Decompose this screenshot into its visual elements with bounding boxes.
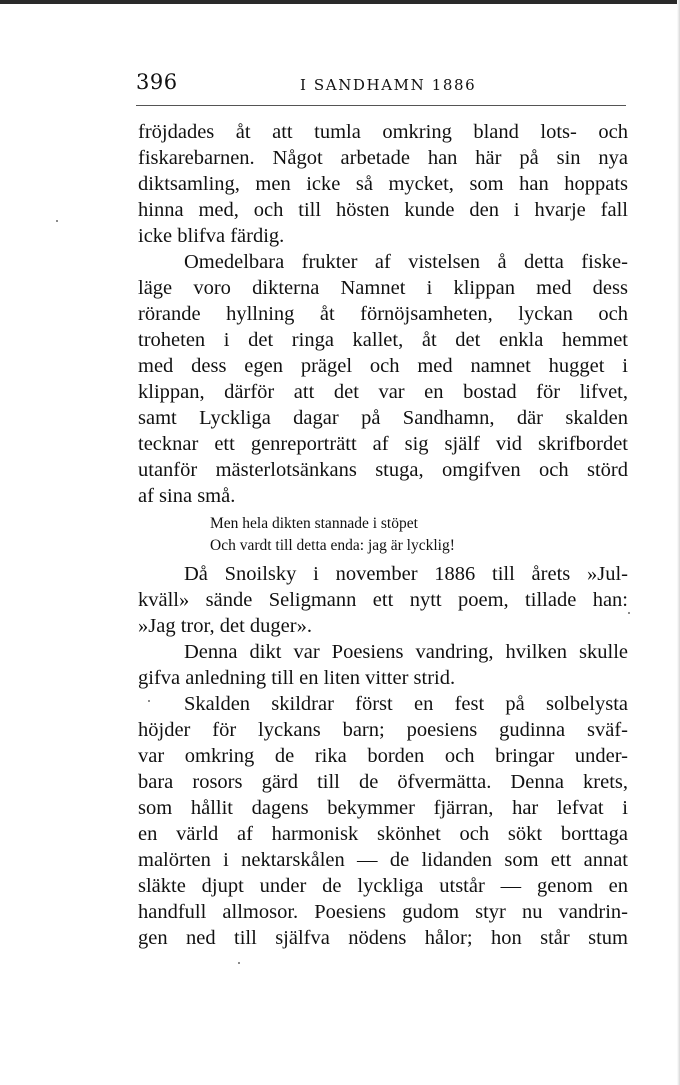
page-number: 396 xyxy=(136,70,178,94)
page-body xyxy=(138,119,628,951)
body-line: rörande hyllning åt förnöjsamheten, lyckan och xyxy=(138,303,628,325)
body-line: Denna dikt var Poesiens vandring, hvilken skulle xyxy=(184,641,628,663)
body-line: Skalden skildrar först en fest på solbelysta xyxy=(184,693,628,715)
body-line: som hållit dagens bekymmer fjärran, har lefvat i xyxy=(138,797,628,819)
scan-speck xyxy=(628,612,630,614)
page-top-border xyxy=(0,0,680,4)
body-line: med dess egen prägel och med namnet hugget i xyxy=(138,355,628,377)
scan-speck xyxy=(148,700,150,702)
body-line: »Jag tror, det duger». xyxy=(138,615,312,637)
body-line: samt Lyckliga dagar på Sandhamn, där skalden xyxy=(138,407,628,429)
body-line: gen ned till själfva nödens hålor; hon står stum xyxy=(138,927,628,949)
body-line: släkte djupt under de lyckliga utstår — genom en xyxy=(138,875,628,897)
body-line: Omedelbara frukter af vistelsen å detta fiske- xyxy=(184,251,628,273)
body-line: var omkring de rika borden och bringar under- xyxy=(138,745,628,767)
verse-line: Men hela dikten stannade i stöpet xyxy=(210,515,418,532)
body-line: klippan, därför att det var en bostad för lifvet, xyxy=(138,381,628,403)
verse-line: Och vardt till detta enda: jag är lycklig! xyxy=(210,537,455,554)
body-line: fröjdades åt att tumla omkring bland lots- och xyxy=(138,121,628,143)
body-line: höjder för lyckans barn; poesiens gudinna sväf- xyxy=(138,719,628,741)
body-line: icke blifva färdig. xyxy=(138,225,285,247)
body-line: af sina små. xyxy=(138,485,236,507)
body-line: läge voro dikterna Namnet i klippan med dess xyxy=(138,277,628,299)
body-line: gifva anledning till en liten vitter strid. xyxy=(138,667,456,689)
scan-speck xyxy=(56,220,58,222)
running-title: I SANDHAMN 1886 xyxy=(300,76,477,94)
body-line: utanför mästerlotsänkans stuga, omgifven och störd xyxy=(138,459,628,481)
body-line: handfull allmosor. Poesiens gudom styr nu vandrin- xyxy=(138,901,628,923)
scan-speck xyxy=(238,962,240,964)
body-line: diktsamling, men icke så mycket, som han hoppats xyxy=(138,173,628,195)
body-line: fiskarebarnen. Något arbetade han här på sin nya xyxy=(138,147,628,169)
body-line: bara rosors gärd till de öfvermätta. Denna krets, xyxy=(138,771,628,793)
body-line: tecknar ett genreporträtt af sig själf vid skrifbordet xyxy=(138,433,628,455)
body-line: malörten i nektarskålen — de lidanden som ett annat xyxy=(138,849,628,871)
header-rule xyxy=(136,105,626,106)
body-line: Då Snoilsky i november 1886 till årets »Jul- xyxy=(184,563,628,585)
body-line: hinna med, och till hösten kunde den i hvarje fall xyxy=(138,199,628,221)
body-line: en värld af harmonisk skönhet och sökt borttaga xyxy=(138,823,628,845)
body-line: kväll» sände Seligmann ett nytt poem, tillade han: xyxy=(138,589,628,611)
body-line: troheten i det ringa kallet, åt det enkla hemmet xyxy=(138,329,628,351)
